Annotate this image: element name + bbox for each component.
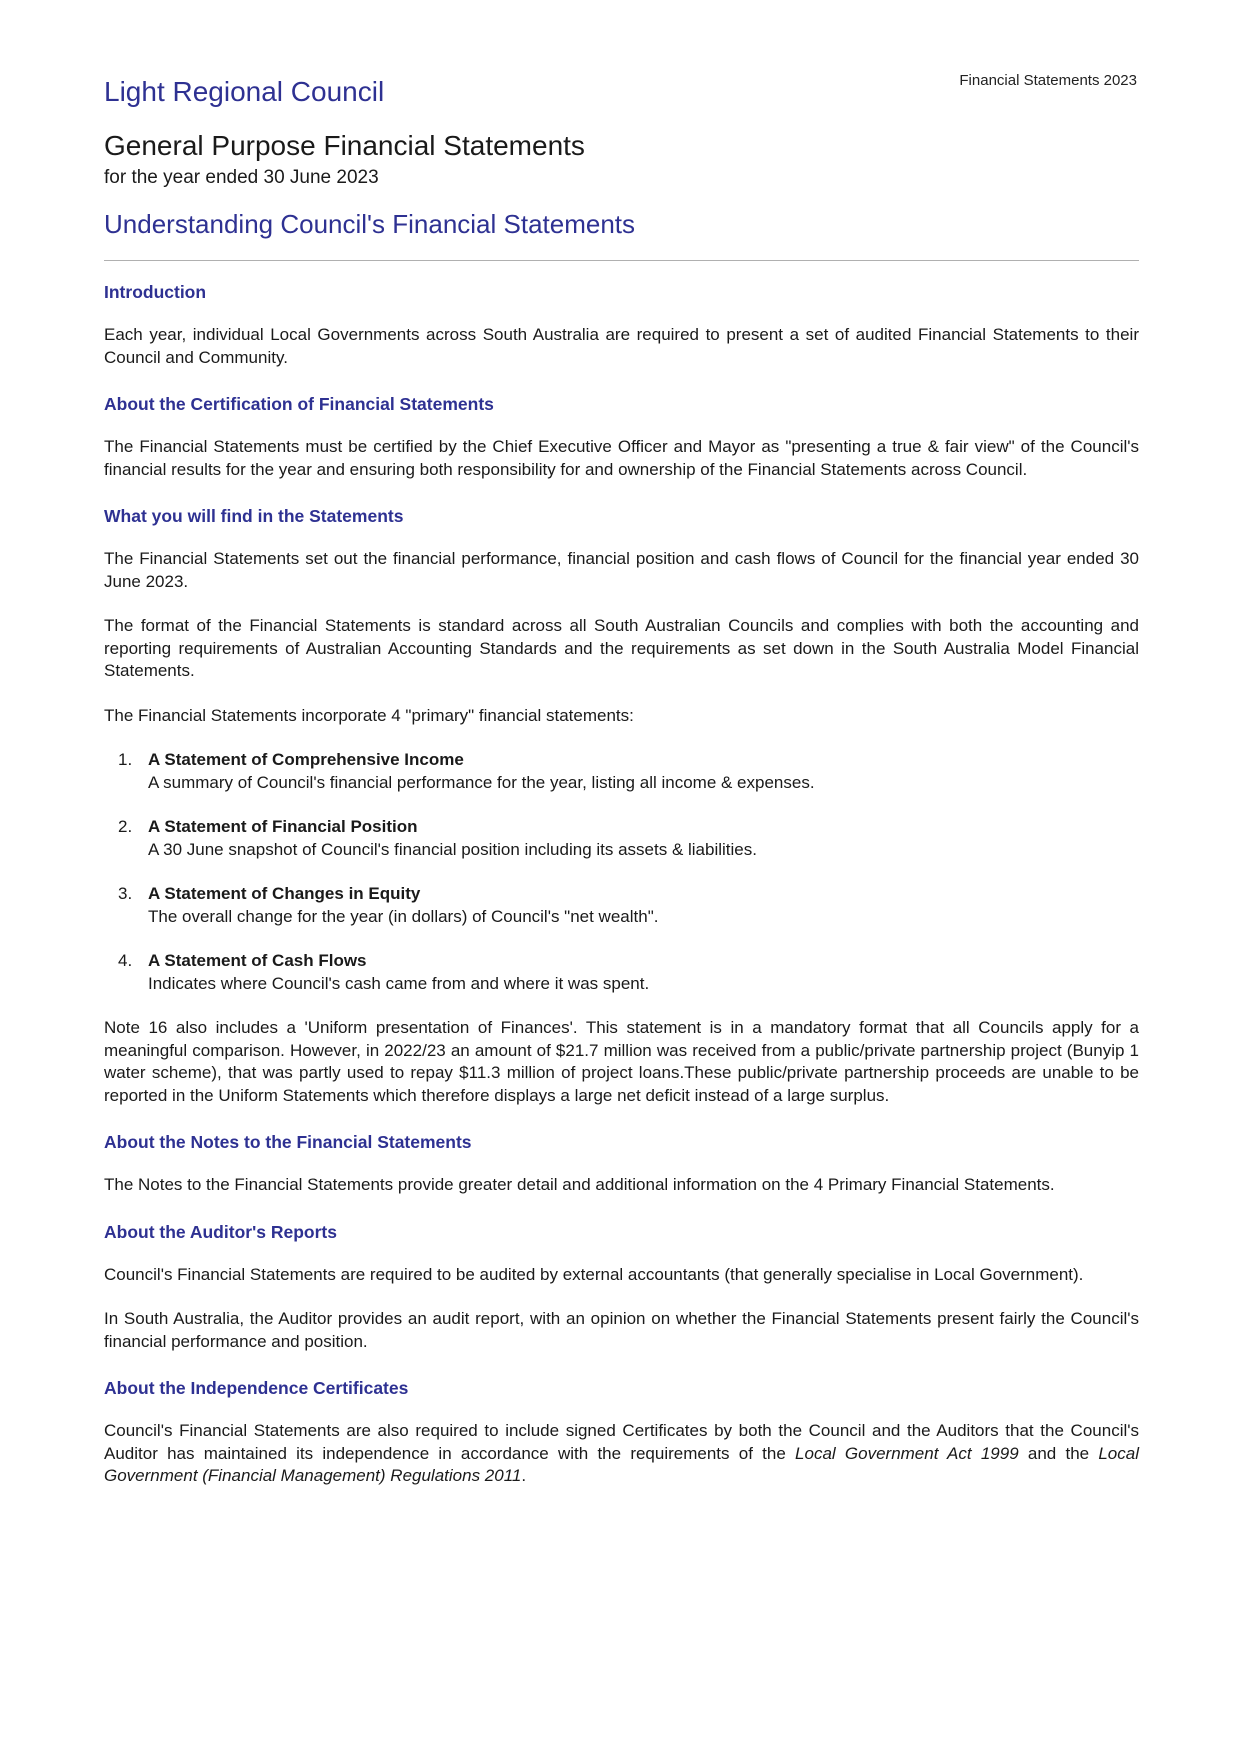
notes-text: The Notes to the Financial Statements provide greater detail and additional information on the 4 Primary Financial Statements. — [104, 1175, 1055, 1194]
independence-text-c: . — [521, 1466, 527, 1485]
certification-heading: About the Certification of Financial Statements — [104, 394, 494, 414]
uniform-presentation-text: Note 16 also includes a 'Uniform presentation of Finances'. This statement is in a mandatory format that all Councils apply for a meaningful comparison. However, in 2022/23 an amount of $21.7 million was received from a public/private partnership project (Bunyip 1 water scheme), that was partly used to repay $11.3 million of project loans.These public/private partnership proceeds are unable to be reported in the Uniform Statements which therefore displays a large net deficit instead of a large surplus. — [104, 1018, 1139, 1105]
find-paragraph-3: The Financial Statements incorporate 4 "primary" financial statements: — [104, 705, 634, 725]
reporting-period: for the year ended 30 June 2023 — [104, 167, 379, 188]
list-item-title: A Statement of Financial Position — [148, 817, 418, 836]
introduction-text: Each year, individual Local Governments across South Australia are required to present a set of audited Financial Statements to their Council and Community. — [104, 325, 1139, 367]
find-heading: What you will find in the Statements — [104, 506, 404, 526]
list-item — [104, 883, 1139, 928]
independence-text — [104, 1420, 1139, 1488]
auditor-paragraph-1: Council's Financial Statements are required to be audited by external accountants (that generally specialise in Local Government). — [104, 1264, 1084, 1284]
document-body — [104, 279, 1139, 1510]
list-item-number: 1. — [118, 750, 133, 769]
list-item-title: A Statement of Changes in Equity — [148, 884, 421, 903]
certification-text: The Financial Statements must be certified by the Chief Executive Officer and Mayor as "presenting a true & fair view" of the Council's financial results for the year and ensuring both responsibility for and ownership of the Financial Statements across Council. — [104, 437, 1139, 479]
auditor-paragraph-2: In South Australia, the Auditor provides an audit report, with an opinion on whether the Financial Statements present fairly the Council's financial performance and position. — [104, 1309, 1139, 1351]
primary-statements-list — [104, 749, 1139, 995]
introduction-heading: Introduction — [104, 282, 207, 302]
list-item-title: A Statement of Comprehensive Income — [148, 750, 464, 769]
list-item-description: A summary of Council's financial performance for the year, listing all income & expenses. — [148, 772, 815, 792]
list-item-number: 4. — [118, 951, 133, 970]
list-item-number: 2. — [118, 817, 133, 836]
notes-heading: About the Notes to the Financial Statements — [104, 1132, 472, 1152]
list-item-description: A 30 June snapshot of Council's financial position including its assets & liabilities. — [148, 839, 757, 859]
list-item-number: 3. — [118, 884, 133, 903]
list-item-description: The overall change for the year (in dollars) of Council's "net wealth". — [148, 906, 659, 926]
find-paragraph-2: The format of the Financial Statements is standard across all South Australian Councils and complies with both the accounting and reporting requirements of Australian Accounting Standards and the requirements as set down in the South Australia Model Financial Statements. — [104, 616, 1139, 680]
list-item — [104, 816, 1139, 861]
list-item-description: Indicates where Council's cash came from and where it was spent. — [148, 973, 650, 993]
financial-management-regulations: Local Government (Financial Management) Regulations 2011 — [104, 1443, 1139, 1485]
list-item — [104, 749, 1139, 794]
independence-text-b: and the — [1018, 1443, 1099, 1463]
auditor-heading: About the Auditor's Reports — [104, 1221, 337, 1242]
independence-text-a: Council's Financial Statements are also required to include signed Certificates by both the Council and the Auditors that the Council's Auditor has maintained its independence in accordance with the requirements of the — [104, 1421, 1139, 1463]
document-label: Financial Statements 2023 — [959, 72, 1137, 89]
local-government-act: Local Government Act 1999 — [795, 1443, 1019, 1463]
document-title: General Purpose Financial Statements — [104, 130, 585, 161]
list-item-title: A Statement of Cash Flows — [148, 951, 367, 970]
header-divider — [104, 260, 1139, 261]
list-item — [104, 950, 1139, 995]
find-paragraph-1: The Financial Statements set out the financial performance, financial position and cash flows of Council for the financial year ended 30 June 2023. — [104, 549, 1139, 591]
section-title: Understanding Council's Financial Statements — [104, 209, 636, 239]
independence-heading: About the Independence Certificates — [104, 1378, 409, 1398]
council-name: Light Regional Council — [104, 76, 385, 107]
